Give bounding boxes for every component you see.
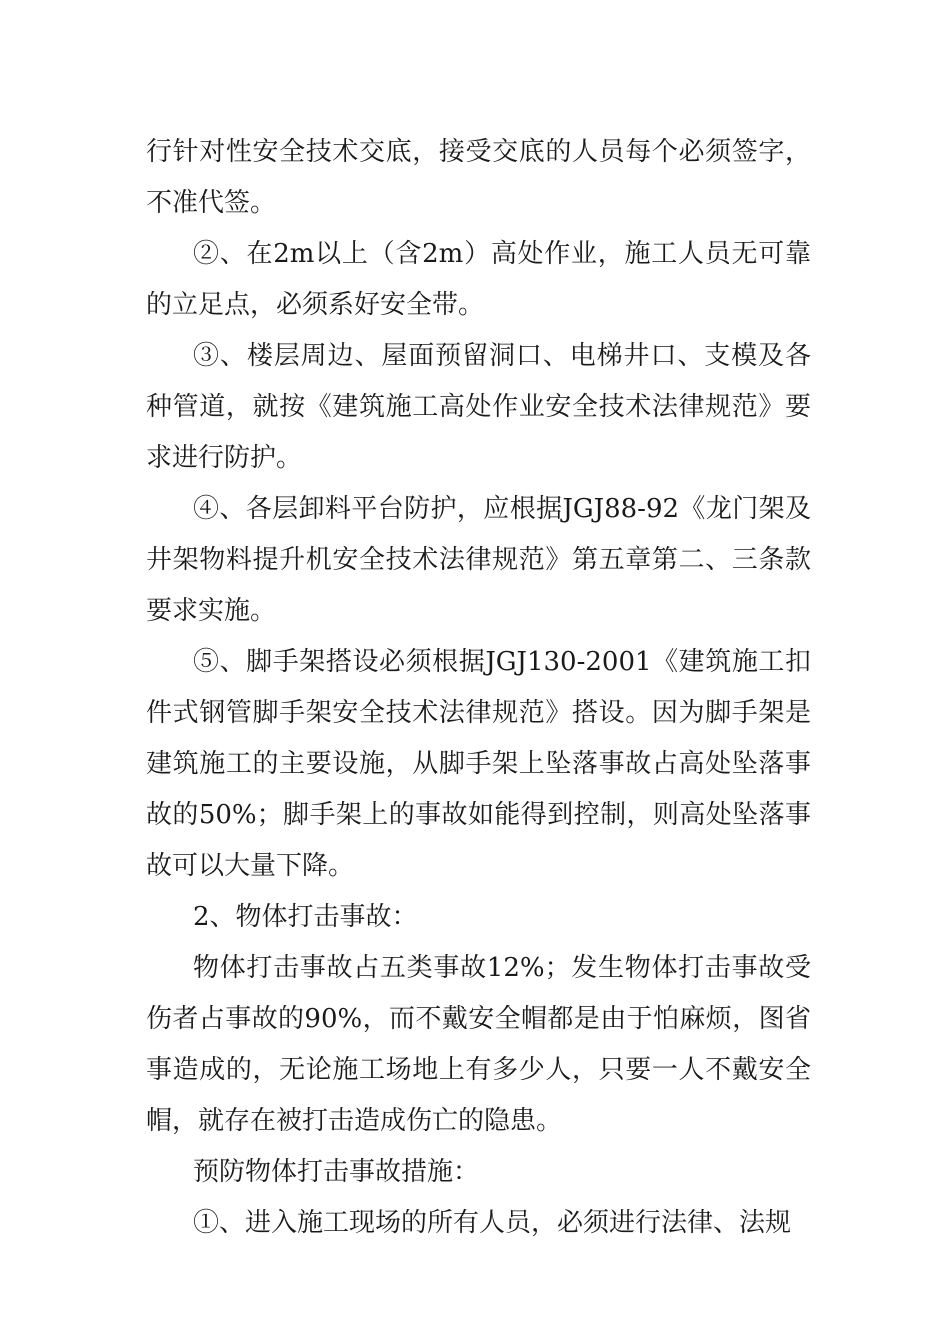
paragraph-item-3: ③、楼层周边、屋面预留洞口、电梯井口、支模及各种管道，就按《建筑施工高处作业安全技术法律规范》要求进行防护。 bbox=[146, 341, 811, 473]
paragraph-item-1: ①、进入施工现场的所有人员，必须进行法律、法规 bbox=[193, 1208, 792, 1238]
paragraph-item-5: ⑤、脚手架搭设必须根据JGJ130-2001《建筑施工扣件式钢管脚手架安全技术法律规范》搭设。因为脚手架是建筑施工的主要设施，从脚手架上坠落事故占高处坠落事故的50%；脚手架上的事故如能得到控制，则高处坠落事故可以大量下降。 bbox=[146, 647, 811, 881]
paragraph-continuation: 行针对性安全技术交底，接受交底的人员每个必须签字，不准代签。 bbox=[146, 137, 811, 218]
paragraph-item-4: ④、各层卸料平台防护，应根据JGJ88-92《龙门架及井架物料提升机安全技术法律规范》第五章第二、三条款要求实施。 bbox=[146, 494, 811, 626]
subsection-heading: 预防物体打击事故措施： bbox=[193, 1157, 480, 1187]
section-heading: 2、物体打击事故： bbox=[193, 902, 418, 932]
paragraph-item-2: ②、在2m以上（含2m）高处作业，施工人员无可靠的立足点，必须系好安全带。 bbox=[146, 239, 811, 320]
document-body bbox=[146, 127, 811, 1249]
paragraph-body: 物体打击事故占五类事故12%；发生物体打击事故受伤者占事故的90%，而不戴安全帽都是由于怕麻烦，图省事造成的，无论施工场地上有多少人，只要一人不戴安全帽，就存在被打击造成伤亡的隐患。 bbox=[146, 953, 811, 1136]
